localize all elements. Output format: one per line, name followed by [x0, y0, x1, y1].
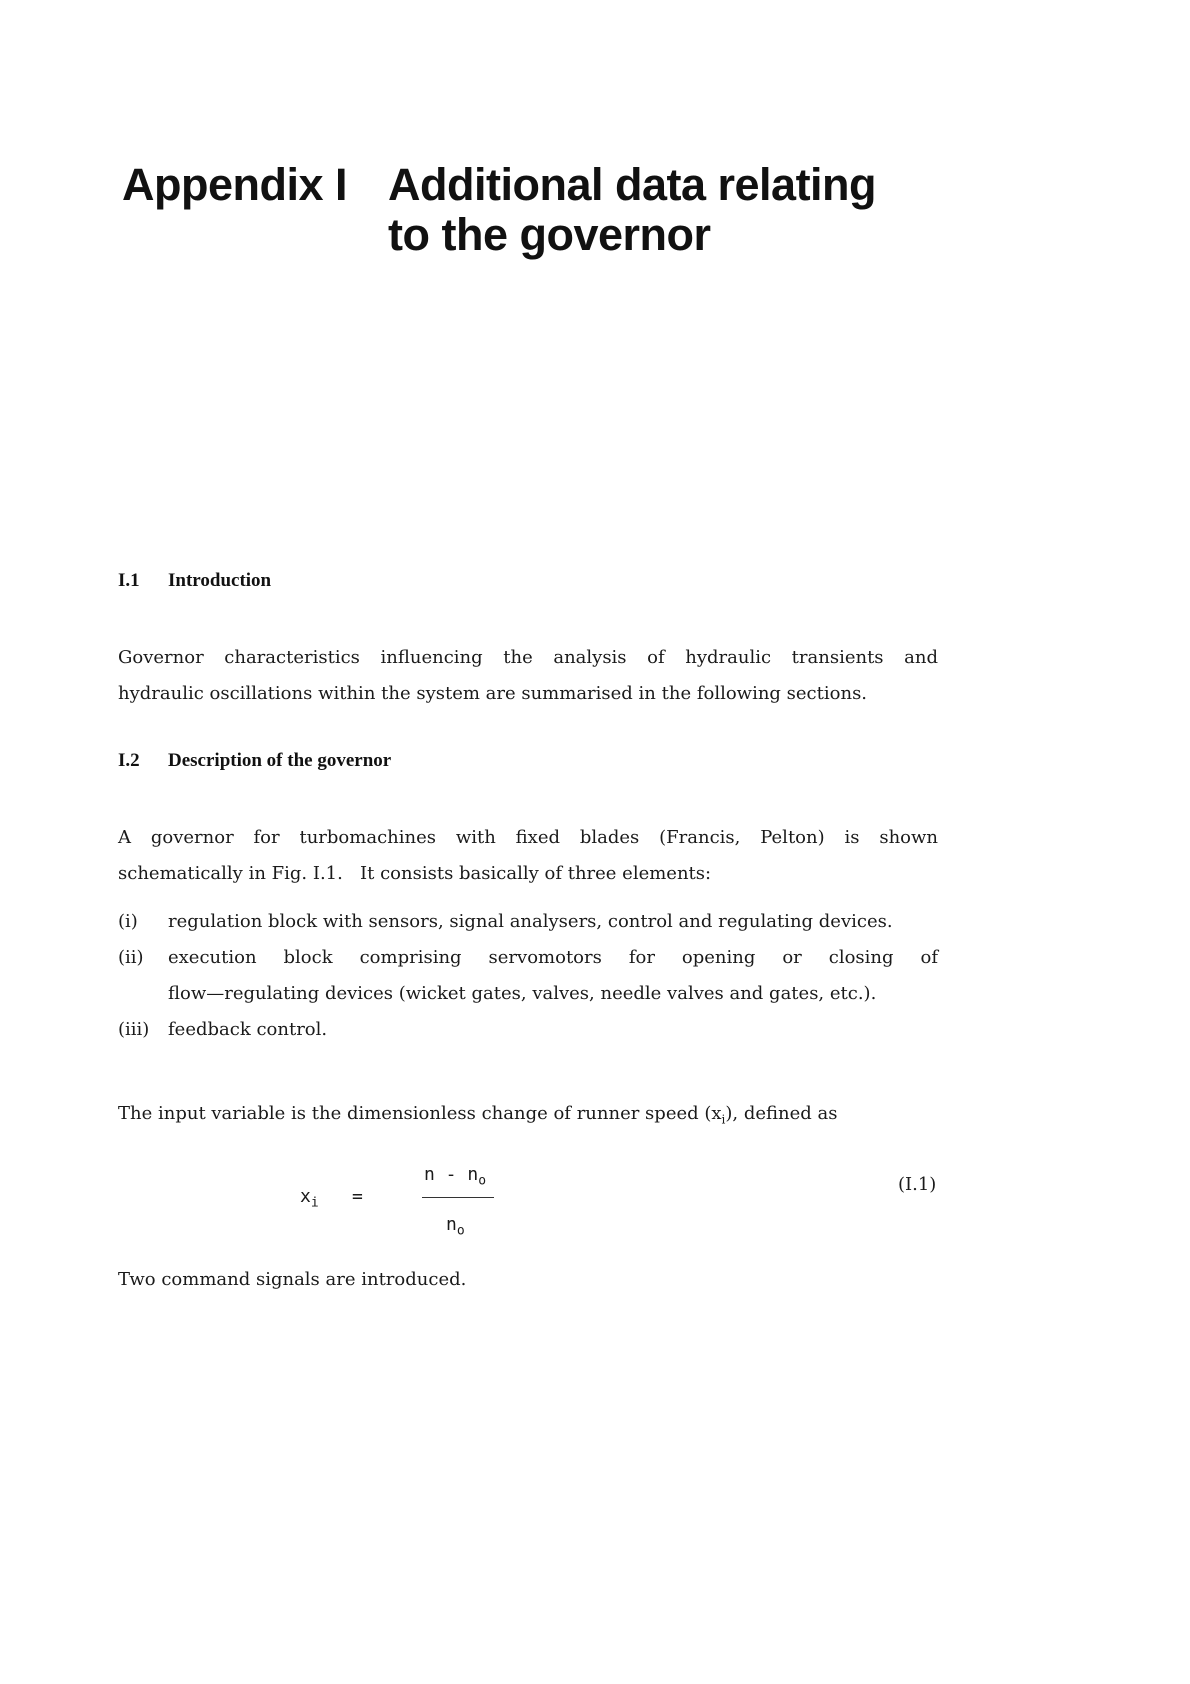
equation-denominator: $n_o$: [446, 1214, 465, 1239]
equation-lhs: $x_i$: [300, 1186, 319, 1211]
equation-lhs-sub: i: [310, 1195, 319, 1211]
input-text-sub: i: [721, 1112, 726, 1127]
intro-line-2: hydraulic oscillations within the system are summarised in the following sections.: [118, 683, 868, 704]
section-number: I.1: [118, 570, 140, 591]
list-item-label: (i): [118, 911, 138, 932]
input-text-after: ), defined as: [725, 1103, 838, 1124]
list-item-text: regulation block with sensors, signal analysers, control and regulating devices.: [168, 911, 893, 932]
section-heading-introduction: [118, 570, 271, 592]
title-line-1: Additional data relating: [388, 159, 877, 210]
equation-number: (I.1): [898, 1174, 937, 1195]
section-title: Description of the governor: [168, 750, 392, 771]
list-item-text: feedback control.: [168, 1019, 328, 1040]
list-item-text: flow—regulating devices (wicket gates, valves, needle valves and gates, etc.).: [168, 983, 877, 1004]
list-item-label: (ii): [118, 947, 144, 968]
list-item-text: execution block comprising servomotors for opening or closing of: [168, 947, 938, 968]
equation-equals: =: [352, 1186, 363, 1207]
list-item-label: (iii): [118, 1019, 150, 1040]
section-number: I.2: [118, 750, 140, 771]
closing-sentence: Two command signals are introduced.: [118, 1269, 467, 1290]
appendix-label: Appendix I: [122, 159, 348, 210]
description-line-2: schematically in Fig. I.1. It consists basically of three elements:: [118, 863, 712, 884]
equation-numerator: n - $n_o$: [424, 1164, 487, 1189]
section-title: Introduction: [168, 570, 272, 591]
section-heading-description: [118, 750, 391, 772]
intro-line-1: Governor characteristics influencing the analysis of hydraulic transients and: [118, 647, 938, 668]
appendix-title: [388, 160, 1088, 260]
fraction-bar: [422, 1197, 494, 1198]
equation-numerator-sub: o: [478, 1173, 487, 1189]
description-line-1: A governor for turbomachines with fixed blades (Francis, Pelton) is shown: [118, 827, 938, 848]
input-variable-text: [118, 1096, 938, 1138]
title-line-2: to the governor: [388, 209, 711, 260]
input-text-before: The input variable is the dimensionless change of runner speed (x: [118, 1103, 722, 1124]
equation-denominator-sub: o: [456, 1223, 465, 1239]
